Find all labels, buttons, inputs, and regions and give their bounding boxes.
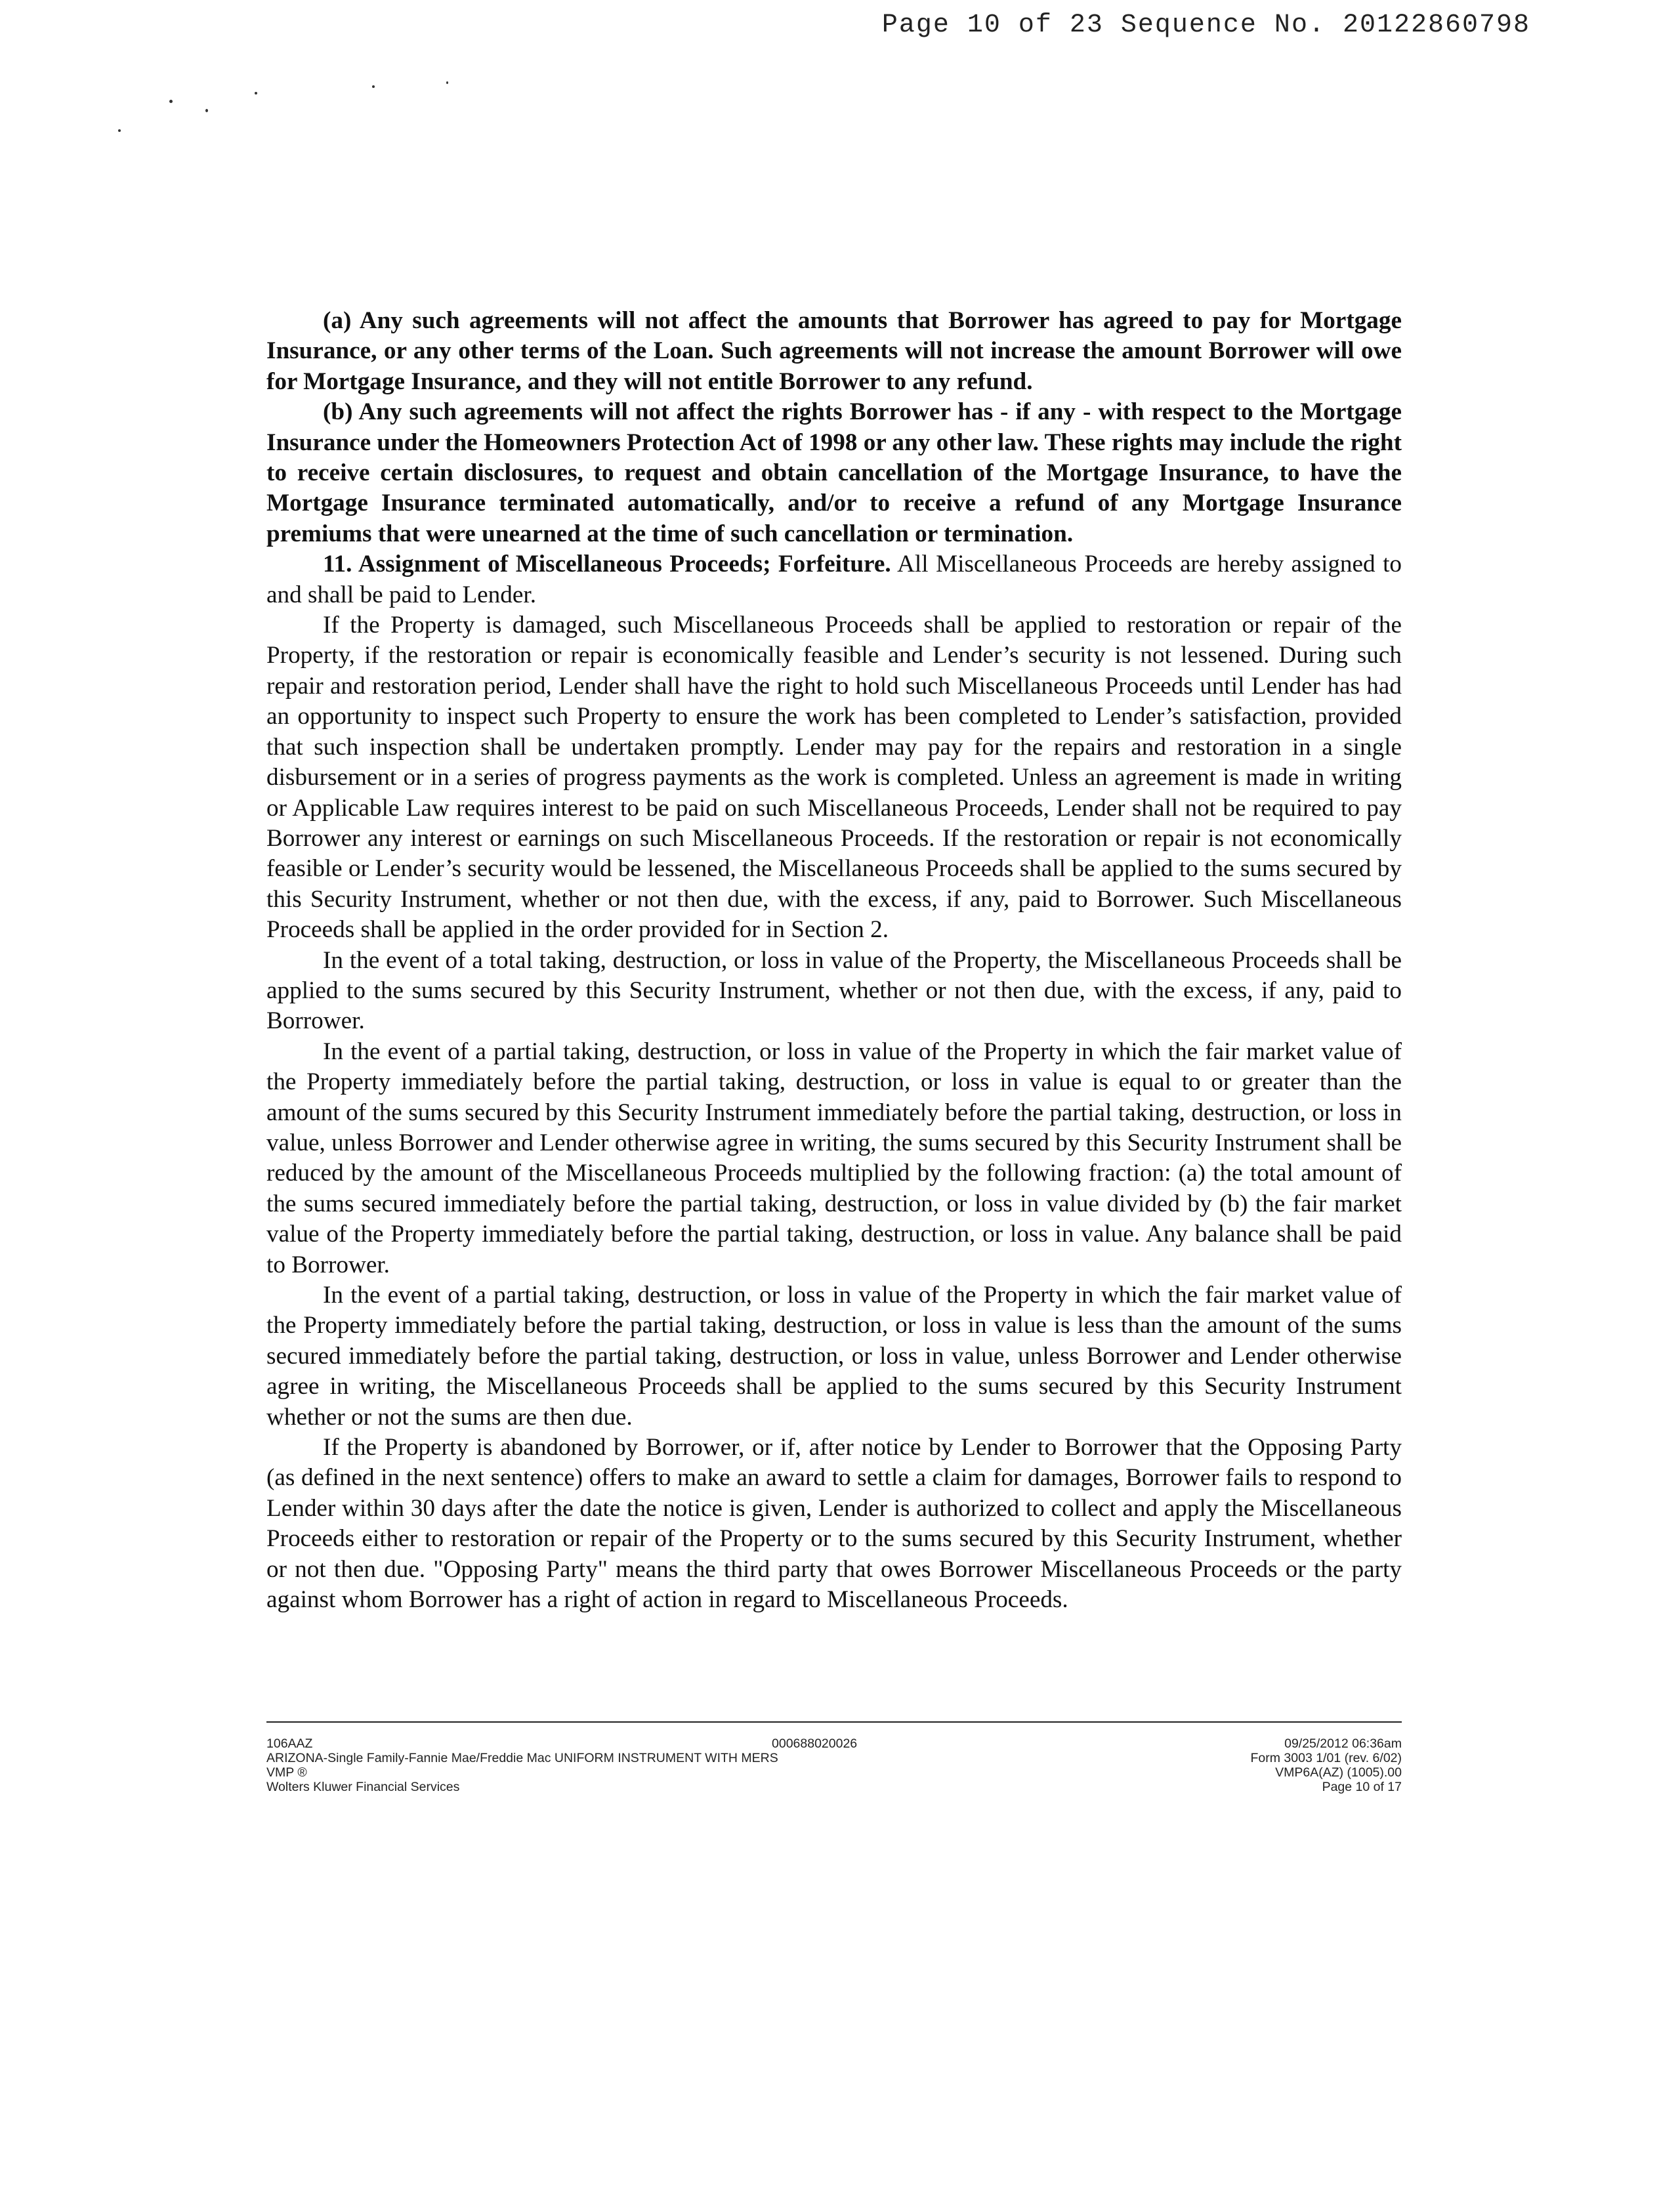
footer-form-code: 106AAZ	[266, 1736, 313, 1751]
scan-speck	[446, 81, 448, 84]
footer-publisher: Wolters Kluwer Financial Services	[266, 1780, 460, 1794]
footer-divider	[266, 1721, 1402, 1723]
footer-vmp: VMP ®	[266, 1765, 307, 1780]
section-11-heading: 11. Assignment of Miscellaneous Proceeds; Forfeiture.	[323, 551, 891, 578]
section-11	[266, 549, 1402, 610]
document-body	[266, 306, 1402, 1615]
paragraph-b: (b) Any such agreements will not affect the rights Borrower has - if any - with respect to the Mortgage Insurance under the Homeowners Protection Act of 1998 or any other law. These rights may include the right to receive certain disclosures, to request and obtain cancellation of the Mortgage Insurance, to have the Mortgage Insurance terminated automatically, and/or to receive a refund of any Mortgage Insurance premiums that were unearned at the time of such cancellation or termination.	[266, 398, 1402, 547]
document-footer	[266, 1736, 1402, 1794]
paragraph-total-taking: In the event of a total taking, destruction, or loss in value of the Property, the Miscellaneous Proceeds shall be applied to the sums secured by this Security Instrument, whether or not then due, with the excess, if any, paid to Borrower.	[266, 946, 1402, 1035]
paragraph-partial-taking-less: In the event of a partial taking, destruction, or loss in value of the Property in which the fair market value of the Property immediately before the partial taking, destruction, or loss in value is less than the amount of the sums secured immediately before the partial taking, destruction, or loss in value, unless Borrower and Lender otherwise agree in writing, the Miscellaneous Proceeds shall be applied to the sums secured by this Security Instrument whether or not the sums are then due.	[266, 1282, 1402, 1431]
scan-speck	[205, 109, 208, 112]
paragraph-property-damaged: If the Property is damaged, such Miscellaneous Proceeds shall be applied to restoration or repair of the Property, if the restoration or repair is economically feasible and Lender’s security is not lessened. During such repair and restoration period, Lender shall have the right to hold such Miscellaneous Proceeds until Lender has had an opportunity to inspect such Property to ensure the work has been completed to Lender’s satisfaction, provided that such inspection shall be undertaken promptly. Lender may pay for the repairs and restoration in a single disbursement or in a series of progress payments as the work is completed. Unless an agreement is made in writing or Applicable Law requires interest to be paid on such Miscellaneous Proceeds, Lender shall not be required to pay Borrower any interest or earnings on such Miscellaneous Proceeds. If the restoration or repair is not economically feasible or Lender’s security would be lessened, the Miscellaneous Proceeds shall be applied to the sums secured by this Security Instrument, whether or not then due, with the excess, if any, paid to Borrower. Such Miscellaneous Proceeds shall be applied in the order provided for in Section 2.	[266, 612, 1402, 944]
section-11-text: All Miscellaneous Proceeds are hereby assigned to and shall be paid to Lender.	[266, 551, 1402, 608]
scan-speck	[255, 92, 257, 94]
paragraph-partial-taking-equal: In the event of a partial taking, destruction, or loss in value of the Property in which the fair market value of the Property immediately before the partial taking, destruction, or loss in value is equal to or greater than the amount of the sums secured by this Security Instrument immediately before the partial taking, destruction, or loss in value, unless Borrower and Lender otherwise agree in writing, the sums secured by this Security Instrument shall be reduced by the amount of the Miscellaneous Proceeds multiplied by the following fraction: (a) the total amount of the sums secured immediately before the partial taking, destruction, or loss in value divided by (b) the fair market value of the Property immediately before the partial taking, destruction, or loss in value. Any balance shall be paid to Borrower.	[266, 1038, 1402, 1278]
scan-speck	[169, 100, 173, 103]
page-sequence-header: Page 10 of 23 Sequence No. 20122860798	[881, 10, 1530, 40]
footer-form-number: Form 3003 1/01 (rev. 6/02)	[1250, 1751, 1402, 1765]
scan-speck	[372, 85, 375, 88]
paragraph-property-abandoned: If the Property is abandoned by Borrower, or if, after notice by Lender to Borrower that the Opposing Party (as defined in the next sentence) offers to make an award to settle a claim for damages, Borrower fails to respond to Lender within 30 days after the date the notice is given, Lender is authorized to collect and apply the Miscellaneous Proceeds either to restoration or repair of the Property or to the sums secured by this Security Instrument, whether or not then due. "Opposing Party" means the third party that owes Borrower Miscellaneous Proceeds or the party against whom Borrower has a right of action in regard to Miscellaneous Proceeds.	[266, 1434, 1402, 1614]
footer-page-number: Page 10 of 17	[1322, 1780, 1402, 1794]
footer-vmp-code: VMP6A(AZ) (1005).00	[1275, 1765, 1402, 1780]
footer-instrument-title: ARIZONA-Single Family-Fannie Mae/Freddie Mac UNIFORM INSTRUMENT WITH MERS	[266, 1751, 778, 1765]
footer-timestamp: 09/25/2012 06:36am	[1284, 1736, 1402, 1751]
scan-speck	[118, 129, 121, 132]
paragraph-a: (a) Any such agreements will not affect the amounts that Borrower has agreed to pay for Mortgage Insurance, or any other terms of the Loan. Such agreements will not increase the amount Borrower will owe for Mortgage Insurance, and they will not entitle Borrower to any refund.	[266, 307, 1402, 395]
footer-loan-number: 000688020026	[772, 1736, 858, 1751]
